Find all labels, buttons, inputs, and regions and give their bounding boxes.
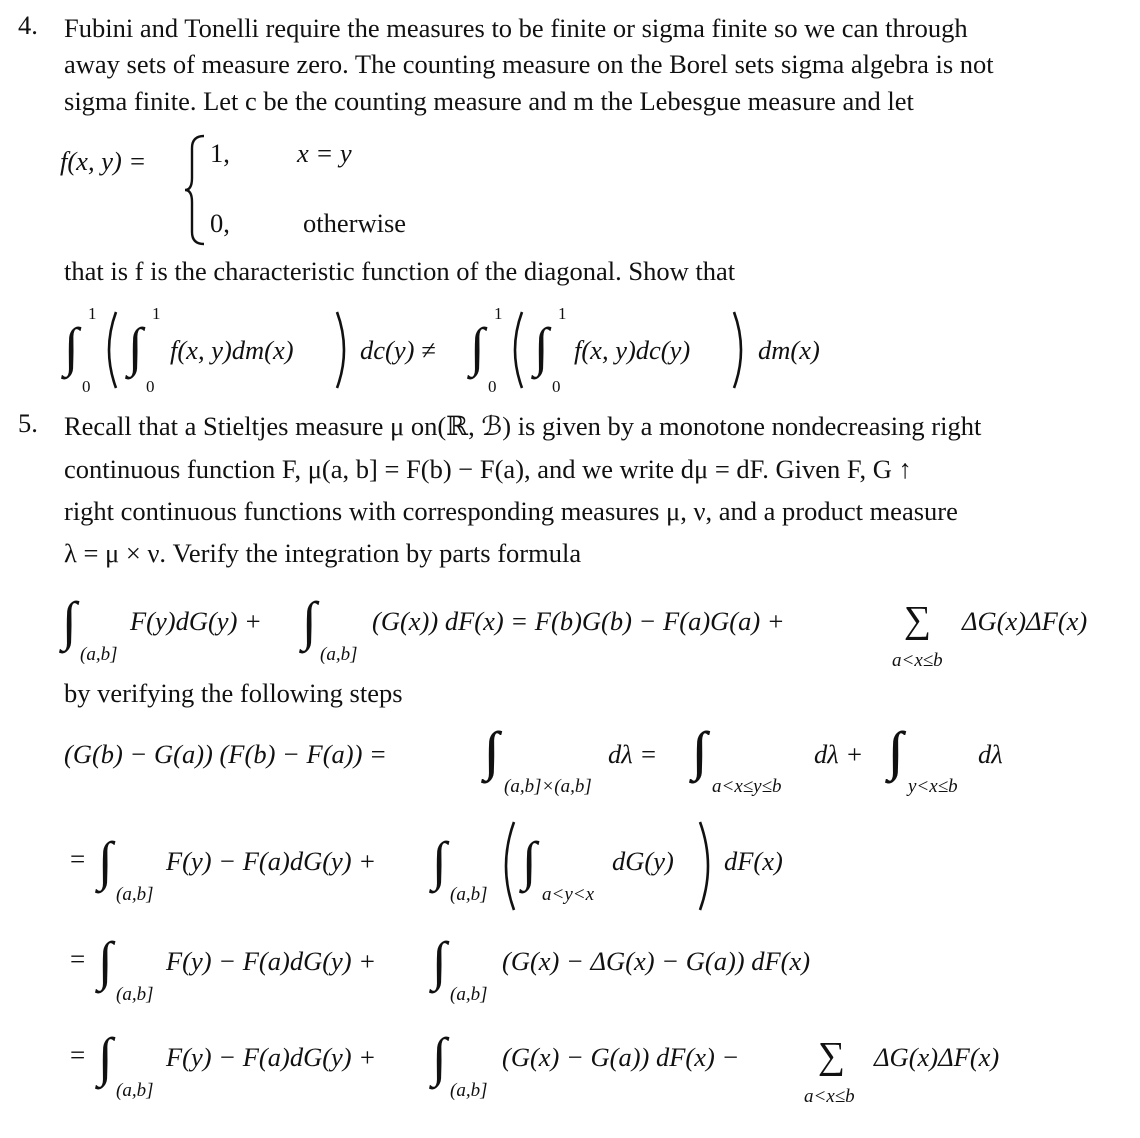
inner-integral-range: a<y<x [542, 884, 595, 905]
integral-sign: ∫ [98, 1027, 113, 1087]
equals-sign: = [70, 944, 86, 974]
double-integral-sign: ∫∫ [484, 721, 486, 781]
integral-domain: (a,b] [116, 984, 154, 1005]
integral-sign: ∫ [302, 591, 317, 651]
problem-5-number: 5. [18, 408, 38, 438]
sum-sign: ∑ [904, 599, 932, 641]
right-paren [730, 310, 750, 390]
step-3-term-2: (G(x) − ΔG(x) − G(a)) dF(x) [502, 946, 811, 976]
double-integral-sign: ∫∫ [692, 721, 694, 781]
step-1-lhs: (G(b) − G(a)) (F(b) − F(a)) = [64, 739, 387, 769]
integral-domain: (a,b] [116, 884, 154, 905]
upper-limit: 1 [152, 304, 161, 323]
integral-sign: ∫ [128, 317, 143, 377]
problem-4-text-line-3: sigma finite. Let c be the counting measure and m the Lebesgue measure and let [64, 86, 914, 116]
integral-domain: (a,b] [80, 644, 118, 665]
step-3-term-1: F(y) − F(a)dG(y) + [166, 946, 377, 976]
equals-sign: = [70, 1040, 86, 1070]
step-1-d-lambda: dλ + [814, 739, 864, 769]
step-2-outer: dF(x) [724, 846, 783, 876]
case-2-condition: otherwise [303, 208, 407, 238]
double-integral-region: (a,b]×(a,b] [504, 776, 592, 797]
case-1-value: 1, [210, 138, 230, 168]
problem-4-text-line-2: away sets of measure zero. The counting measure on the Borel sets sigma algebra is not [64, 49, 994, 79]
integral-sign: ∫ [432, 1027, 447, 1087]
upper-limit: 1 [558, 304, 567, 323]
double-integral-region: a<x≤y≤b [712, 776, 782, 797]
sum-term: ΔG(x)ΔF(x) [962, 606, 1088, 636]
integral-sign: ∫ [534, 317, 549, 377]
lower-limit: 0 [82, 377, 91, 396]
sum-range: a<x≤b [892, 650, 943, 671]
integral-sign: ∫ [522, 831, 537, 891]
right-paren [333, 310, 353, 390]
case-1-condition: x = y [297, 138, 352, 168]
right-paren [696, 820, 718, 912]
sum-term: ΔG(x)ΔF(x) [874, 1042, 1000, 1072]
integral-sign: ∫ [98, 831, 113, 891]
problem-5-text-line-1: Recall that a Stieltjes measure μ on(ℝ, ℬ) is given by a monotone nondecreasing right [64, 411, 982, 441]
integral-sign: ∫ [470, 317, 485, 377]
step-2-term-1: F(y) − F(a)dG(y) + [166, 846, 377, 876]
problem-5-text-line-3: right continuous functions with corresponding measures μ, ν, and a product measure [64, 496, 958, 526]
sum-range: a<x≤b [804, 1086, 855, 1107]
right-outer-measure: dm(x) [758, 335, 820, 365]
formula-term-1: F(y)dG(y) + [130, 606, 262, 636]
equals-sign: = [70, 844, 86, 874]
step-2-inner: dG(y) [612, 846, 674, 876]
lower-limit: 0 [488, 377, 497, 396]
formula-term-2: (G(x)) dF(x) = F(b)G(b) − F(a)G(a) + [372, 606, 785, 636]
step-1-d-lambda: dλ [978, 739, 1003, 769]
piecewise-brace [184, 134, 208, 246]
case-2-value: 0, [210, 208, 230, 238]
double-integral-sign: ∫∫ [888, 721, 890, 781]
integral-domain: (a,b] [450, 984, 488, 1005]
left-outer-measure: dc(y) ≠ [360, 335, 436, 365]
step-4-term-1: F(y) − F(a)dG(y) + [166, 1042, 377, 1072]
left-paren [506, 310, 526, 390]
problem-4-number: 4. [18, 10, 38, 40]
problem-4-after-text: that is f is the characteristic function of the diagonal. Show that [64, 256, 736, 286]
sum-sign: ∑ [818, 1035, 846, 1077]
step-4-term-2: (G(x) − G(a)) dF(x) − [502, 1042, 740, 1072]
integral-sign: ∫ [64, 317, 79, 377]
double-integral-region: y<x≤b [908, 776, 958, 797]
integral-domain: (a,b] [450, 1080, 488, 1101]
problem-5-text-line-4: λ = μ × ν. Verify the integration by parts formula [64, 538, 582, 568]
left-paren [496, 820, 518, 912]
right-inner-integrand: f(x, y)dc(y) [574, 335, 691, 365]
integral-sign: ∫ [432, 831, 447, 891]
integral-domain: (a,b] [450, 884, 488, 905]
lower-limit: 0 [552, 377, 561, 396]
piecewise-lhs: f(x, y) = [60, 146, 147, 176]
integral-sign: ∫ [98, 931, 113, 991]
integral-domain: (a,b] [320, 644, 358, 665]
integral-sign: ∫ [62, 591, 77, 651]
left-inner-integrand: f(x, y)dm(x) [170, 335, 294, 365]
problem-5-text-line-2: continuous function F, μ(a, b] = F(b) − F(a), and we write dμ = dF. Given F, G ↑ [64, 454, 912, 484]
integral-domain: (a,b] [116, 1080, 154, 1101]
lower-limit: 0 [146, 377, 155, 396]
integral-sign: ∫ [432, 931, 447, 991]
problem-4-text-line-1: Fubini and Tonelli require the measures to be finite or sigma finite so we can through [64, 13, 968, 43]
left-paren [100, 310, 120, 390]
steps-intro: by verifying the following steps [64, 678, 403, 708]
step-1-d-lambda: dλ = [608, 739, 658, 769]
upper-limit: 1 [494, 304, 503, 323]
upper-limit: 1 [88, 304, 97, 323]
